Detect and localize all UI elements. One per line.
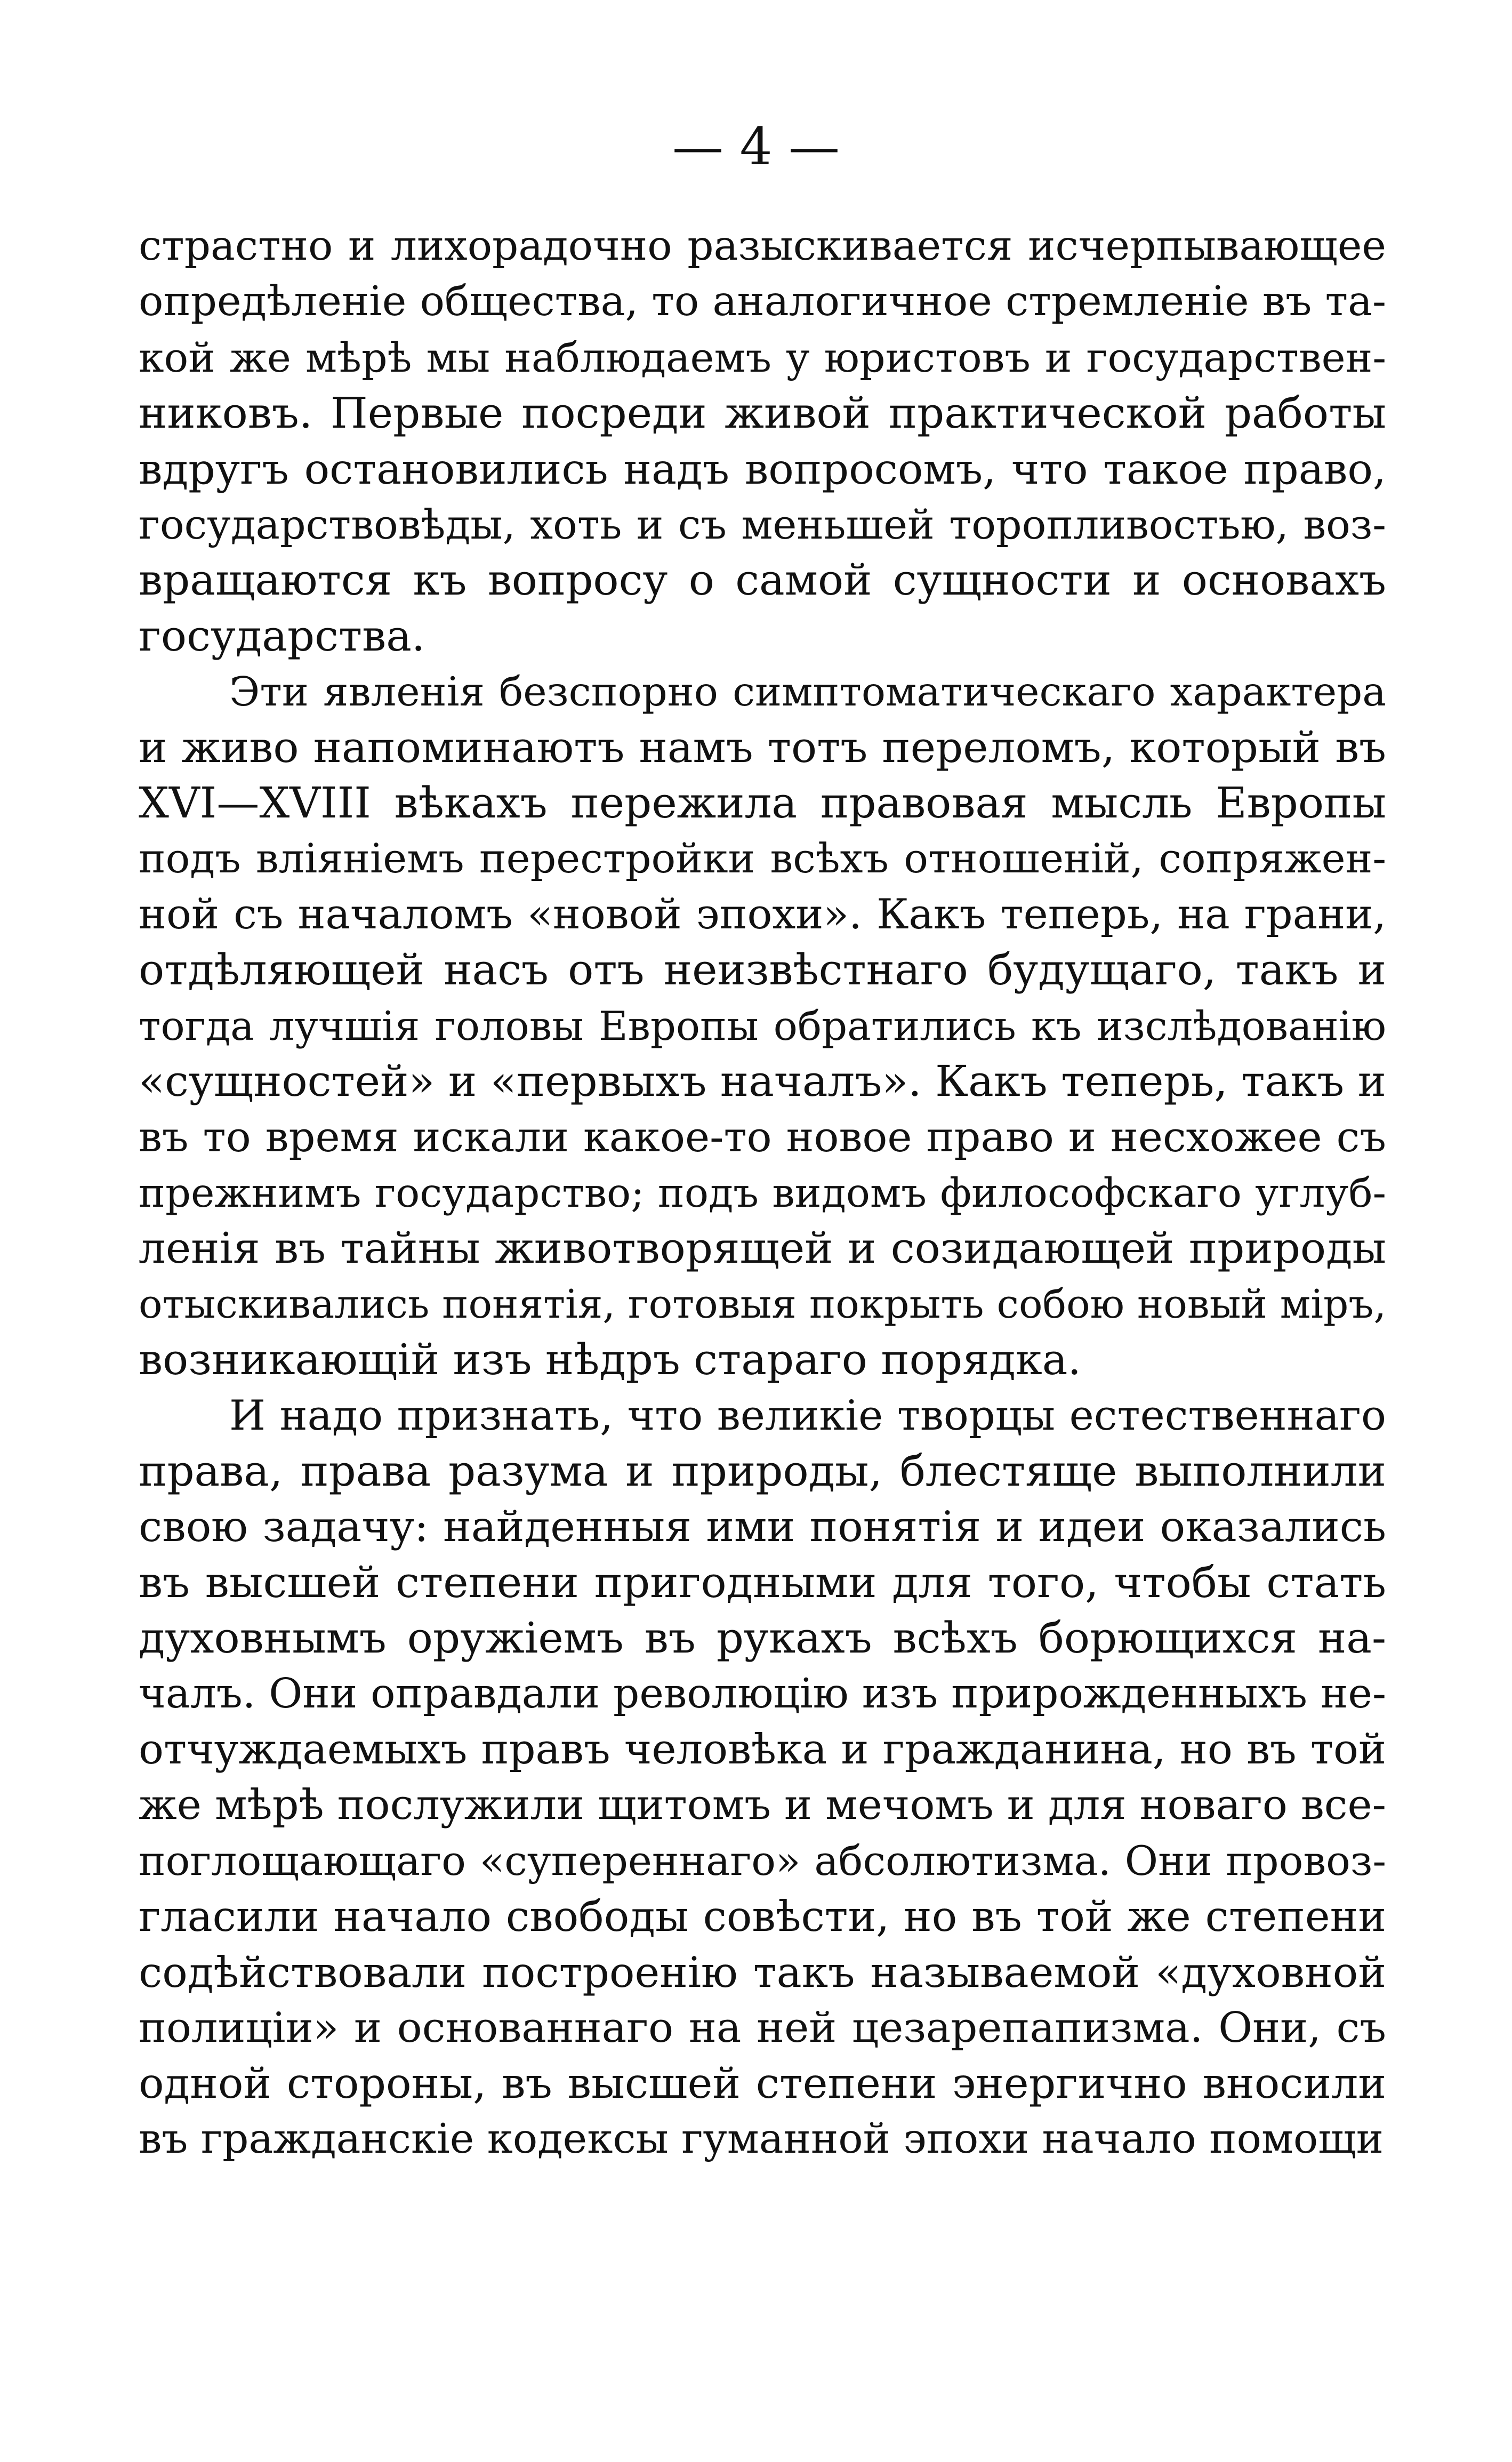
text-line: XVI—XVIII вѣкахъ пережила правовая мысль Европы (139, 778, 1386, 828)
text-line: гласили начало свободы совѣсти, но въ той же степени (139, 1892, 1386, 1942)
text-line: въ то время искали какое-то новое право и несхожее съ (139, 1113, 1386, 1161)
text-line: отыскивались понятія, готовыя покрыть собою новый міръ, (139, 1281, 1386, 1327)
text-line: одной стороны, въ высшей степени энергично вносили (139, 2059, 1386, 2108)
text-line: же мѣрѣ послужили щитомъ и мечомъ и для новаго все- (139, 1781, 1386, 1830)
page-number: — 4 — (672, 117, 840, 177)
text-line: чалъ. Они оправдали революцію изъ прирожденныхъ не- (139, 1670, 1386, 1718)
text-line: вращаются къ вопросу о самой сущности и основахъ (139, 555, 1386, 605)
text-line: вдругъ остановились надъ вопросомъ, что такое право, (139, 444, 1386, 494)
text-line: никовъ. Первые посреди живой практической работы (139, 388, 1386, 438)
text-line: въ высшей степени пригодными для того, чтобы стать (139, 1557, 1386, 1607)
text-line: въ гражданскіе кодексы гуманной эпохи начало помощи (139, 2115, 1384, 2163)
text-line: страстно и лихорадочно разыскивается исчерпывающее (139, 222, 1386, 270)
text-line: кой же мѣрѣ мы наблюдаемъ у юристовъ и государствен- (139, 333, 1386, 381)
text-line: отдѣляющей насъ отъ неизвѣстнаго будущаго, такъ и (139, 945, 1386, 995)
text-line: духовнымъ оружіемъ въ рукахъ всѣхъ борющихся на- (139, 1613, 1386, 1663)
text-line: права, права разума и природы, блестяще выполнили (139, 1446, 1386, 1496)
text-line: ленія въ тайны животворящей и созидающей природы (139, 1223, 1386, 1273)
text-line: содѣйствовали построенію такъ называемой «духовной (139, 1947, 1386, 1997)
text-line: прежнимъ государство; подъ видомъ философскаго углуб- (139, 1169, 1386, 1216)
text-line: возникающій изъ нѣдръ стараго порядка. (139, 1335, 1081, 1385)
text-line: И надо признать, что великіе творцы естественнаго (229, 1391, 1386, 1440)
body-text (139, 219, 1386, 2167)
text-line: государства. (139, 611, 425, 661)
text-line: Эти явленія безспорно симптоматическаго характера (229, 668, 1386, 716)
text-line: полиціи» и основаннаго на ней цезарепапизма. Они, съ (139, 2004, 1386, 2052)
text-line: и живо напоминаютъ намъ тотъ переломъ, который въ (139, 722, 1386, 772)
text-line: подъ вліяніемъ перестройки всѣхъ отношеній, сопряжен- (139, 835, 1386, 883)
text-line: поглощающаго «супереннаго» абсолютизма. Они провоз- (139, 1837, 1386, 1884)
paragraph (139, 1388, 1386, 2168)
text-line: ной съ началомъ «новой эпохи». Какъ теперь, на грани, (139, 890, 1386, 939)
text-line: тогда лучшія головы Европы обратились къ изслѣдованію (139, 1002, 1386, 1049)
text-line: государствовѣды, хоть и съ меньшей торопливостью, воз- (139, 501, 1386, 549)
text-line: опредѣленіе общества, то аналогичное стремленіе въ та- (139, 278, 1386, 326)
text-line: отчуждаемыхъ правъ человѣка и гражданина, но въ той (139, 1725, 1386, 1774)
text-line: свою задачу: найденныя ими понятія и идеи оказались (139, 1502, 1386, 1552)
paragraph (139, 664, 1386, 1388)
text-line: «сущностей» и «первыхъ началъ». Какъ теперь, такъ и (139, 1056, 1386, 1106)
paragraph (139, 219, 1386, 664)
